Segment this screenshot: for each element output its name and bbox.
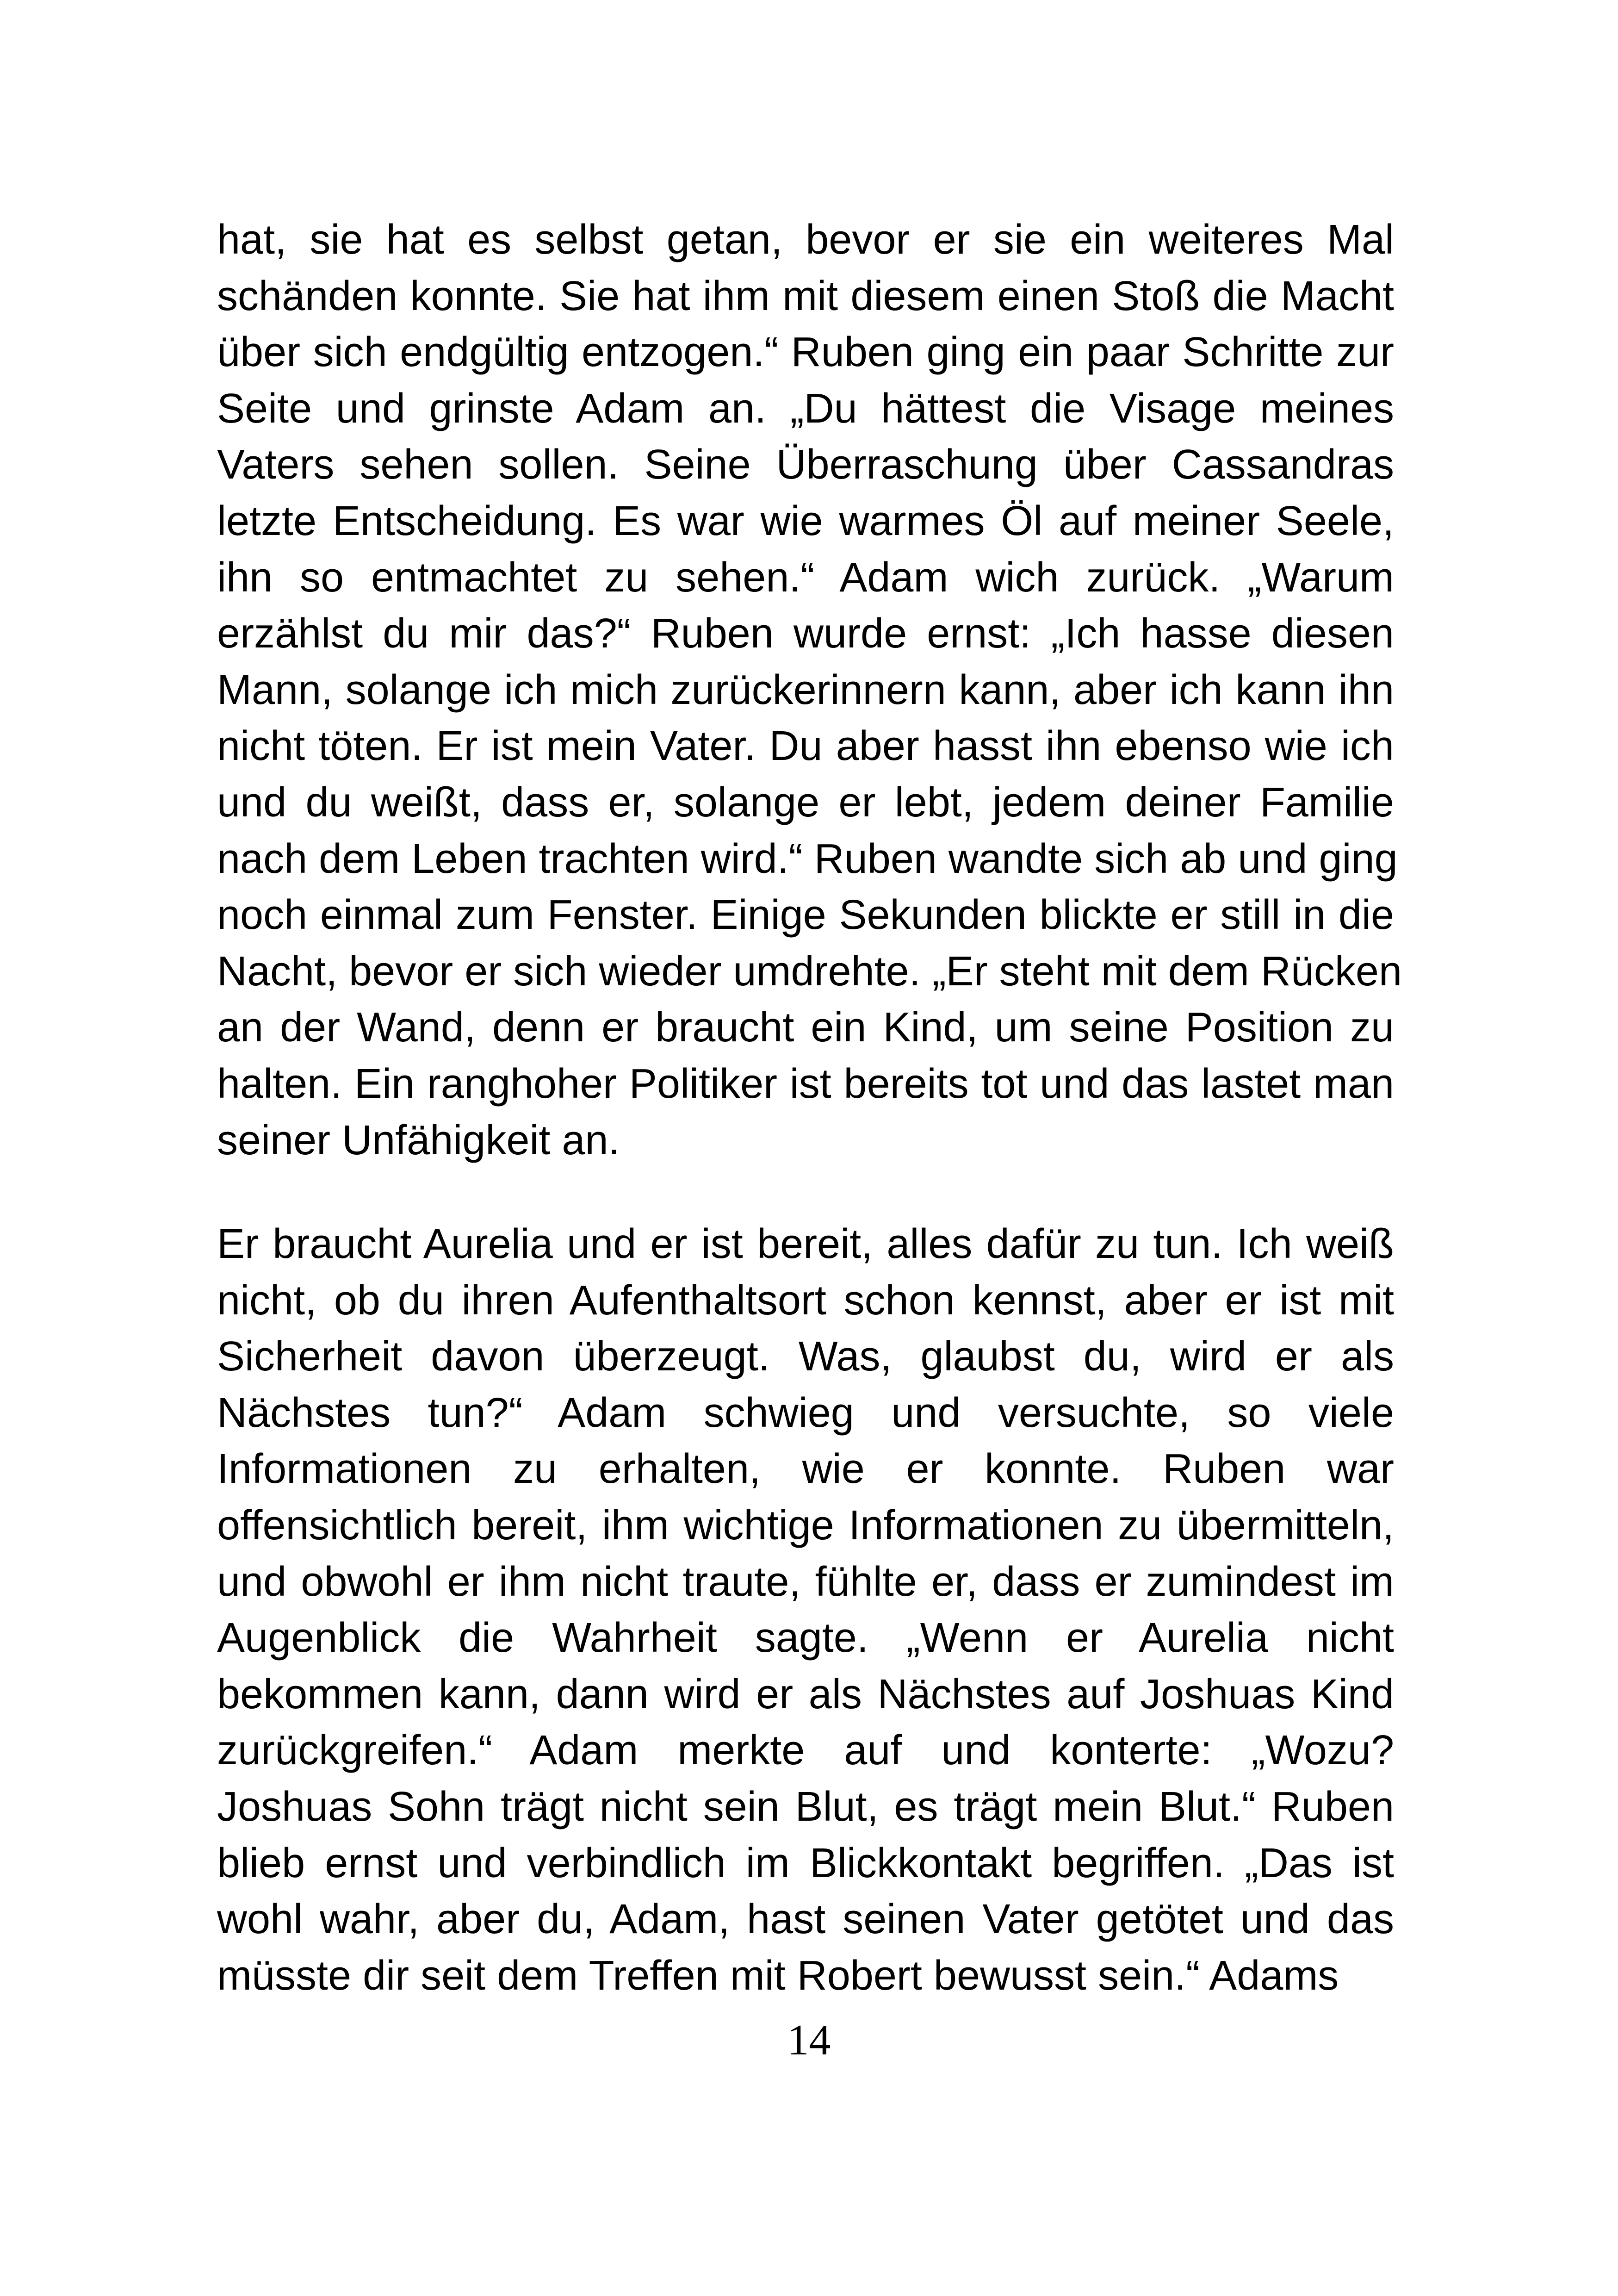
text-line: seiner Unfähigkeit an. [217,1117,620,1164]
text-line: letzte Entscheidung. Es war wie warmes Öl auf meiner Seele, [217,498,1394,544]
text-line: halten. Ein ranghoher Politiker ist bereits tot und das lastet man [217,1060,1394,1107]
text-line: Seite und grinste Adam an. „Du hättest die Visage meines [217,385,1394,432]
text-line: Nacht, bevor er sich wieder umdrehte. „Er steht mit dem Rücken [217,948,1402,995]
page-number: 14 [787,2016,831,2064]
text-line: müsste dir seit dem Treffen mit Robert bewusst sein.“ Adams [217,1952,1339,1999]
text-line: erzählst du mir das?“ Ruben wurde ernst: „Ich hasse diesen [217,610,1394,657]
text-line: bekommen kann, dann wird er als Nächstes auf Joshuas Kind [217,1671,1394,1717]
text-line: Vaters sehen sollen. Seine Überraschung über Cassandras [217,442,1394,488]
text-line: Augenblick die Wahrheit sagte. „Wenn er Aurelia nicht [217,1615,1394,1661]
text-line: Sicherheit davon überzeugt. Was, glaubst du, wird er als [217,1333,1394,1380]
text-line: Informationen zu erhalten, wie er konnte. Ruben war [217,1446,1394,1493]
text-line: Mann, solange ich mich zurückerinnern kann, aber ich kann ihn [217,666,1394,713]
text-line: blieb ernst und verbindlich im Blickkontakt begriffen. „Das ist [217,1840,1394,1886]
text-line: noch einmal zum Fenster. Einige Sekunden blickte er still in die [217,892,1394,939]
text-line: an der Wand, denn er braucht ein Kind, um seine Position zu [217,1004,1394,1051]
text-line: nicht töten. Er ist mein Vater. Du aber hasst ihn ebenso wie ich [217,723,1394,770]
text-line: und du weißt, dass er, solange er lebt, jedem deiner Familie [217,779,1394,826]
text-line: ihn so entmachtet zu sehen.“ Adam wich zurück. „Warum [217,554,1394,601]
text-line: und obwohl er ihm nicht traute, fühlte er, dass er zumindest im [217,1558,1394,1605]
paragraph-2 [217,1216,1394,2004]
text-line: offensichtlich bereit, ihm wichtige Informationen zu übermitteln, [217,1502,1394,1549]
text-line: zurückgreifen.“ Adam merkte auf und konterte: „Wozu? [217,1727,1394,1774]
text-line: über sich endgültig entzogen.“ Ruben ging ein paar Schritte zur [217,329,1394,376]
text-line: wohl wahr, aber du, Adam, hast seinen Vater getötet und das [217,1896,1394,1943]
paragraph-1 [217,212,1402,1169]
text-line: Nächstes tun?“ Adam schwieg und versuchte, so viele [217,1389,1394,1436]
text-line: Er braucht Aurelia und er ist bereit, alles dafür zu tun. Ich weiß [217,1221,1394,1267]
text-line: nach dem Leben trachten wird.“ Ruben wandte sich ab und ging [217,835,1398,882]
text-line: hat, sie hat es selbst getan, bevor er sie ein weiteres Mal [217,217,1394,263]
text-line: Joshuas Sohn trägt nicht sein Blut, es trägt mein Blut.“ Ruben [217,1783,1394,1830]
text-line: nicht, ob du ihren Aufenthaltsort schon kennst, aber er ist mit [217,1277,1394,1324]
text-line: schänden konnte. Sie hat ihm mit diesem einen Stoß die Macht [217,273,1394,319]
